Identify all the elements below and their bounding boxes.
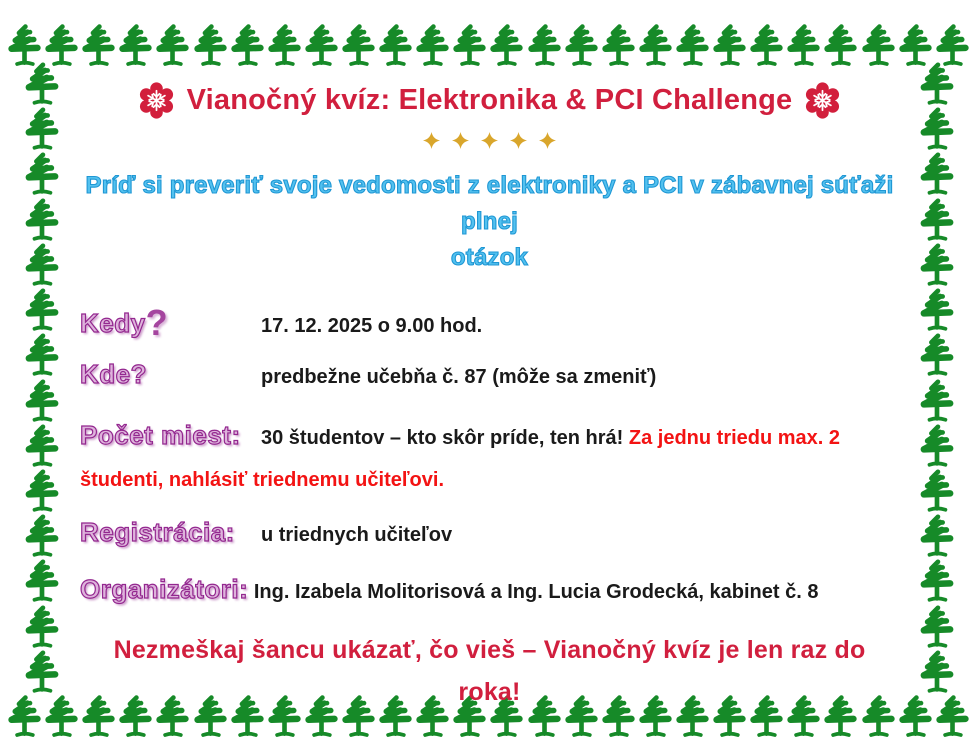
christmas-tree-icon (21, 107, 63, 152)
christmas-tree-icon (21, 243, 63, 288)
christmas-tree-icon (600, 20, 637, 72)
title-text: Vianočný kvíz: Elektronika & PCI Challenge (186, 84, 793, 116)
christmas-tree-icon (266, 20, 303, 72)
christmas-tree-icon (21, 198, 63, 243)
christmas-tree-icon (117, 20, 154, 72)
christmas-tree-icon (21, 424, 63, 469)
christmas-tree-icon (916, 514, 958, 559)
registracia-label: Registrácia: (80, 517, 235, 547)
subtitle (80, 168, 899, 276)
organizatori-value: Ing. Izabela Molitorisová a Ing. Lucia Grodecká, kabinet č. 8 (253, 581, 819, 603)
christmas-tree-icon (21, 650, 63, 695)
organizatori-label: Organizátori: (80, 574, 249, 604)
closing-message-line-1: Nezmeškaj šancu ukázať, čo vieš – Vianočný kvíz je len raz do (113, 636, 866, 664)
kde-label: Kde? (80, 359, 147, 389)
christmas-tree-icon (916, 333, 958, 378)
info-row-kedy (80, 302, 899, 347)
christmas-tree-icon (748, 20, 785, 72)
page-title (80, 82, 899, 119)
registracia-value: u triednych učiteľov (261, 524, 453, 546)
christmas-tree-icon (451, 20, 488, 72)
christmas-tree-icon (414, 20, 451, 72)
christmas-tree-icon (916, 650, 958, 695)
christmas-tree-icon (192, 20, 229, 72)
christmas-tree-icon (897, 691, 934, 743)
snowflake-badge-icon (804, 82, 841, 119)
four-pointed-star-icon (452, 132, 469, 149)
christmas-tree-icon (80, 20, 117, 72)
christmas-tree-icon (21, 605, 63, 650)
christmas-tree-icon (916, 198, 958, 243)
pocet-miest-value: 30 študentov – kto skôr príde, ten hrá! (261, 427, 624, 449)
tree-border-right (915, 62, 959, 695)
kedy-question-mark: ? (145, 302, 169, 343)
christmas-tree-icon (21, 152, 63, 197)
christmas-tree-icon (674, 20, 711, 72)
christmas-tree-icon (916, 152, 958, 197)
christmas-tree-icon (916, 243, 958, 288)
info-row-organizatori (80, 568, 899, 613)
christmas-tree-icon (916, 379, 958, 424)
christmas-tree-icon (637, 20, 674, 72)
christmas-tree-icon (21, 469, 63, 514)
kde-value: predbežne učebňa č. 87 (môže sa zmeniť) (261, 366, 657, 388)
christmas-tree-icon (6, 691, 43, 743)
christmas-tree-icon (21, 514, 63, 559)
pocet-miest-label: Počet miest: (80, 420, 241, 450)
snowflake-badge-icon (138, 82, 175, 119)
christmas-tree-icon (340, 20, 377, 72)
tree-border-left (20, 62, 64, 695)
christmas-tree-icon (711, 20, 748, 72)
four-pointed-star-icon (539, 132, 556, 149)
closing-message (80, 629, 899, 713)
christmas-tree-icon (21, 333, 63, 378)
christmas-tree-icon (916, 107, 958, 152)
christmas-tree-icon (860, 20, 897, 72)
christmas-tree-icon (377, 20, 414, 72)
pocet-miest-highlight: Za jednu triedu max. 2 študenti, nahlásiť triednemu učiteľovi. (80, 427, 841, 491)
kedy-value: 17. 12. 2025 o 9.00 hod. (261, 315, 483, 337)
christmas-tree-icon (21, 288, 63, 333)
info-row-kde (80, 353, 899, 398)
subtitle-line-1: Príď si preveriť svoje vedomosti z elektroniky a PCI v zábavnej súťaži plnej (85, 172, 894, 235)
christmas-tree-icon (21, 62, 63, 107)
details-section (80, 302, 899, 613)
info-row-pocet-miest (80, 414, 899, 501)
christmas-tree-icon (526, 20, 563, 72)
christmas-tree-icon (822, 20, 859, 72)
four-pointed-star-icon (423, 132, 440, 149)
christmas-tree-icon (21, 379, 63, 424)
closing-message-line-2: roka! (458, 678, 521, 706)
christmas-tree-icon (303, 20, 340, 72)
flyer-content (80, 82, 899, 713)
stars-row (80, 132, 899, 148)
kedy-label-text: Kedy (80, 308, 146, 338)
kedy-label (80, 302, 261, 344)
christmas-tree-icon (563, 20, 600, 72)
christmas-tree-icon (154, 20, 191, 72)
christmas-tree-icon (785, 20, 822, 72)
four-pointed-star-icon (510, 132, 527, 149)
christmas-tree-icon (916, 469, 958, 514)
christmas-tree-icon (488, 20, 525, 72)
christmas-tree-icon (43, 691, 80, 743)
subtitle-line-2: otázok (450, 244, 529, 271)
christmas-tree-icon (916, 62, 958, 107)
info-row-registracia (80, 511, 899, 556)
tree-border-top (6, 20, 971, 72)
christmas-tree-icon (934, 691, 971, 743)
christmas-tree-icon (916, 559, 958, 604)
christmas-tree-icon (916, 288, 958, 333)
christmas-tree-icon (916, 605, 958, 650)
christmas-tree-icon (916, 424, 958, 469)
christmas-tree-icon (229, 20, 266, 72)
four-pointed-star-icon (481, 132, 498, 149)
christmas-tree-icon (21, 559, 63, 604)
